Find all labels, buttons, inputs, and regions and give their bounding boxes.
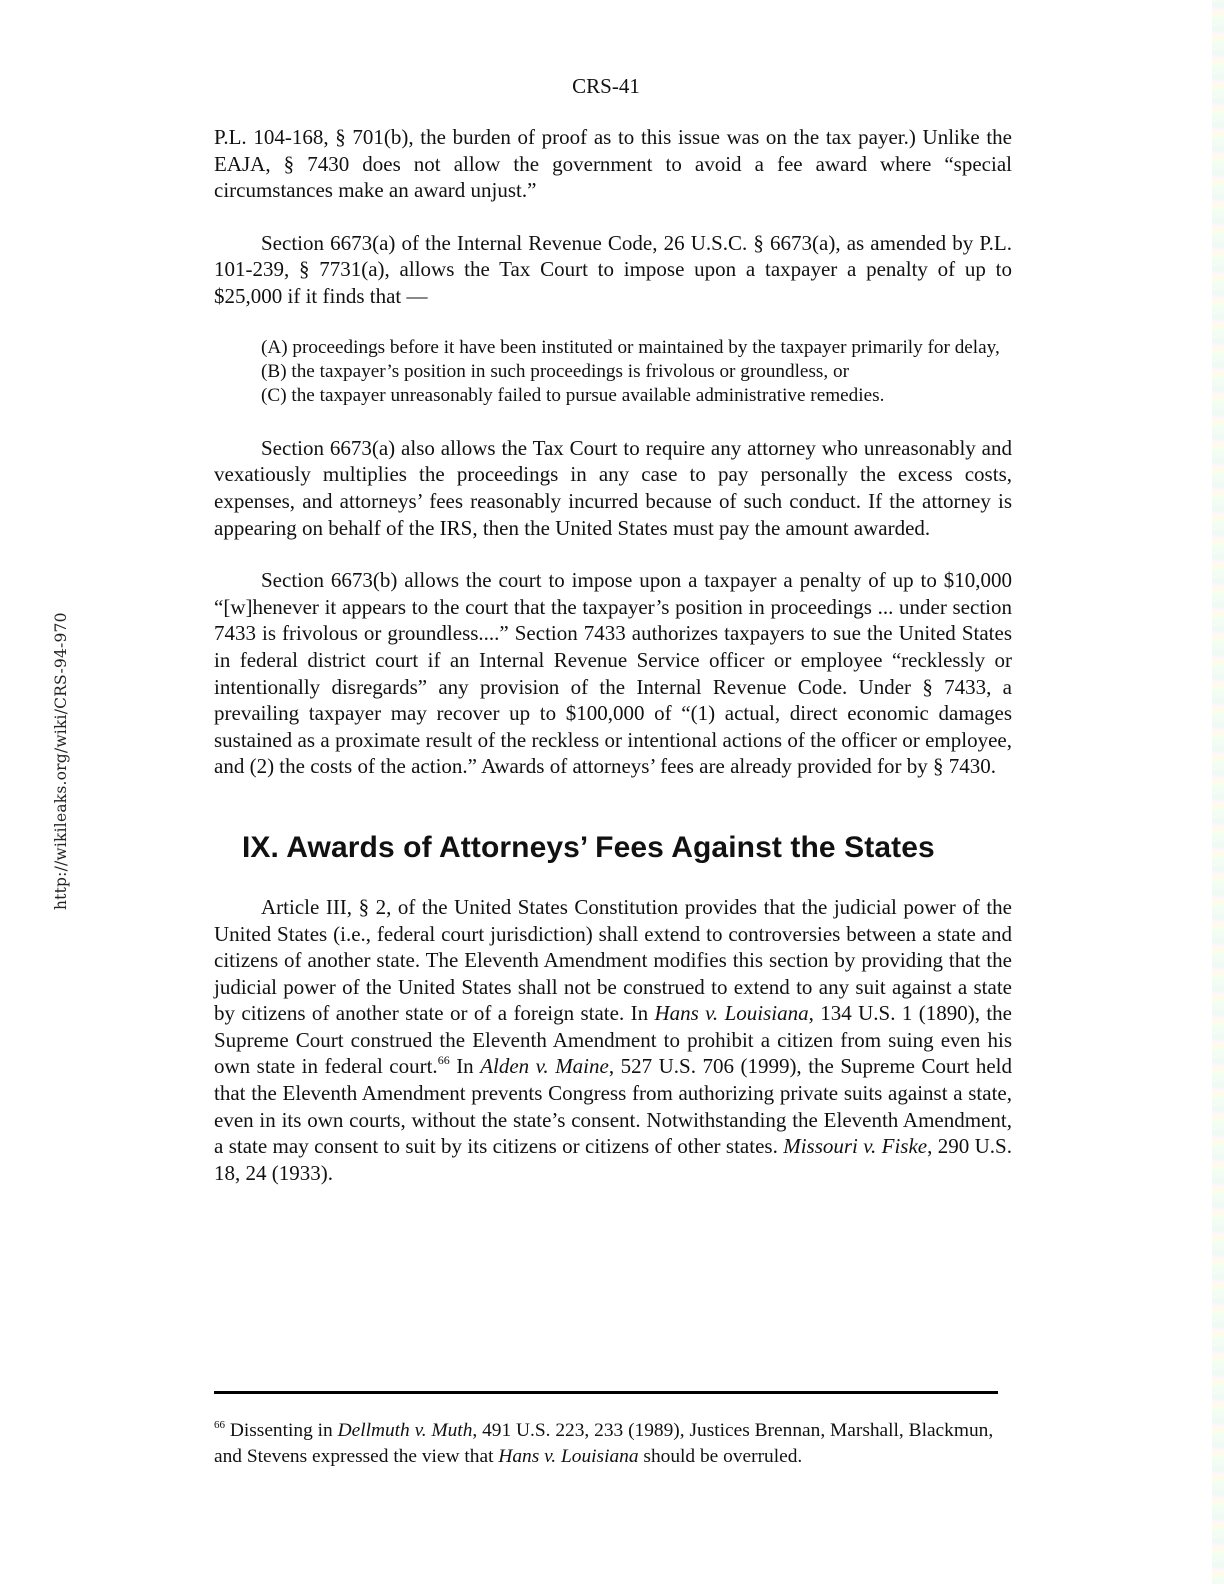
text-run: Dissenting in bbox=[225, 1420, 338, 1441]
text-run: Article III, § 2, of the United States Constitution provides that the judicial power of the United States (i.e., federal court jurisdiction) shall extend to controversies between a state and citizens of another state. The Eleventh Amendment modifies this section by providing that the judicial power of the United States shall not be construed to extend to any suit against a state by citizens of another state or of a foreign state. In bbox=[214, 894, 1012, 1026]
case-name: Hans v. Louisiana bbox=[498, 1445, 639, 1467]
paragraph-eleventh-amendment bbox=[214, 894, 1012, 1187]
footnote-number: 66 bbox=[214, 1419, 225, 1431]
page-header: CRS-41 bbox=[572, 74, 640, 98]
list-item-c: (C) the taxpayer unreasonably failed to pursue available administrative remedies. bbox=[261, 385, 885, 407]
case-name: Dellmuth v. Muth bbox=[337, 1420, 473, 1441]
case-name: Missouri v. Fiske bbox=[783, 1134, 928, 1159]
text-run: , 491 U.S. 223, 233 (1989), Justices Brennan, Marshall, Blackmun, and Stevens expressed the view that bbox=[214, 1420, 994, 1467]
text-run: In bbox=[449, 1054, 481, 1079]
paragraph-continuation: P.L. 104-168, § 701(b), the burden of proof as to this issue was on the tax payer.) Unlike the EAJA, § 7430 does not allow the government to avoid a fee award where “special circumstances make an award unjust.” bbox=[214, 125, 1012, 203]
list-item-b: (B) the taxpayer’s position in such proceedings is frivolous or groundless, or bbox=[261, 360, 849, 382]
text-run: , 527 U.S. 706 (1999), the Supreme Court held that the Eleventh Amendment prevents Congress from authorizing private suits against a state, even in its own courts, without the state’s consent. Notwithstanding the Eleventh Amendment, a state may consent to suit by its citizens or citizens of other states. bbox=[214, 1054, 1012, 1159]
text-run: , 134 U.S. 1 (1890), the Supreme Court construed the Eleventh Amendment to prohibit a citizen from suing even his own state in federal court. bbox=[214, 1001, 1012, 1079]
page-body bbox=[214, 124, 1012, 1212]
paragraph-6673b: Section 6673(b) allows the court to impose upon a taxpayer a penalty of up to $10,000 “[w]henever it appears to the court that the taxpayer’s position in proceedings ... under section 7433 is frivolous or groundless....” Section 7433 authorizes taxpayers to sue the United States in federal district court if an Internal Revenue Service officer or employee “recklessly or intentionally disregards” any provision of the Internal Revenue Code. Under § 7433, a prevailing taxpayer may recover up to $100,000 of “(1) actual, direct economic damages sustained as a proximate result of the reckless or intentional actions of the officer or employee, and (2) the costs of the action.” Awards of attorneys’ fees are already provided for by § 7430. bbox=[214, 568, 1012, 779]
scan-edge-artifact bbox=[1212, 0, 1224, 1584]
section-heading: IX. Awards of Attorneys’ Fees Against the States bbox=[242, 830, 935, 864]
criteria-list bbox=[261, 336, 1012, 409]
text-run: , 290 U.S. 18, 24 (1933). bbox=[214, 1134, 1012, 1185]
footnote-reference[interactable]: 66 bbox=[437, 1053, 450, 1068]
footnote-divider bbox=[214, 1391, 998, 1394]
text-run: should be overruled. bbox=[638, 1445, 803, 1467]
list-item-a: (A) proceedings before it have been instituted or maintained by the taxpayer primarily for delay, bbox=[261, 336, 1000, 358]
case-name: Hans v. Louisiana bbox=[654, 1001, 809, 1026]
paragraph-6673a: Section 6673(a) of the Internal Revenue Code, 26 U.S.C. § 6673(a), as amended by P.L. 101-239, § 7731(a), allows the Tax Court to impose upon a taxpayer a penalty of up to $25,000 if it finds that — bbox=[214, 230, 1012, 308]
footnote-66 bbox=[214, 1418, 1014, 1469]
paragraph-attorney-costs: Section 6673(a) also allows the Tax Court to require any attorney who unreasonably and vexatiously multiplies the proceedings in any case to pay personally the excess costs, expenses, and attorneys’ fees reasonably incurred because of such conduct. If the attorney is appearing on behalf of the IRS, then the United States must pay the amount awarded. bbox=[214, 435, 1012, 540]
case-name: Alden v. Maine bbox=[480, 1054, 609, 1079]
side-source-url: http://wikileaks.org/wiki/CRS-94-970 bbox=[52, 612, 70, 910]
